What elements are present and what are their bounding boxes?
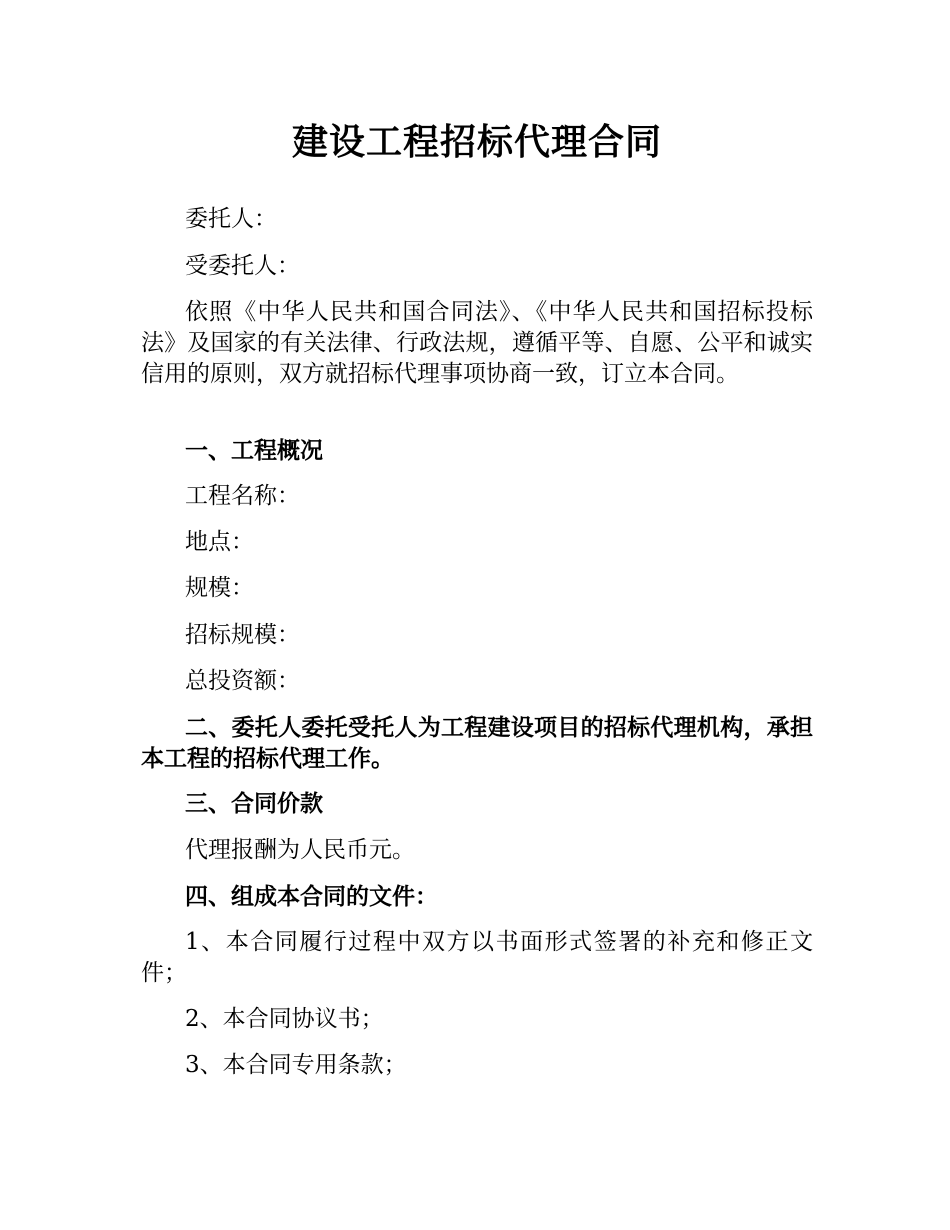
total-investment-line: 总投资额：: [185, 668, 300, 694]
client-line: 委托人：: [185, 206, 277, 232]
agent-line: 受委托人：: [185, 253, 300, 279]
document-title: 建设工程招标代理合同: [291, 121, 662, 163]
section3-heading: 三、合同价款: [185, 790, 323, 817]
preamble-paragraph: 依照《中华人民共和国合同法》、《中华人民共和国招标投标法》及国家的有关法律、行政法规，遵循平等、自愿、公平和诚实信用的原则，双方就招标代理事项协商一致，订立本合同。: [141, 299, 813, 387]
section2-heading: 二、委托人委托受托人为工程建设项目的招标代理机构，承担本工程的招标代理工作。: [141, 714, 813, 772]
document-list-item: 3、本合同专用条款；: [185, 1052, 407, 1078]
fee-line: 代理报酬为人民币元。: [185, 837, 415, 863]
bidding-scale-line: 招标规模：: [185, 622, 300, 648]
document-list-item: 1、本合同履行过程中双方以书面形式签署的补充和修正文件；: [141, 929, 813, 986]
section1-heading: 一、工程概况: [185, 437, 323, 464]
document-list-item: 2、本合同协议书；: [185, 1006, 384, 1032]
location-line: 地点：: [185, 529, 254, 555]
section4-heading: 四、组成本合同的文件：: [185, 883, 438, 910]
scale-line: 规模：: [185, 575, 254, 601]
project-name-line: 工程名称：: [185, 483, 300, 509]
